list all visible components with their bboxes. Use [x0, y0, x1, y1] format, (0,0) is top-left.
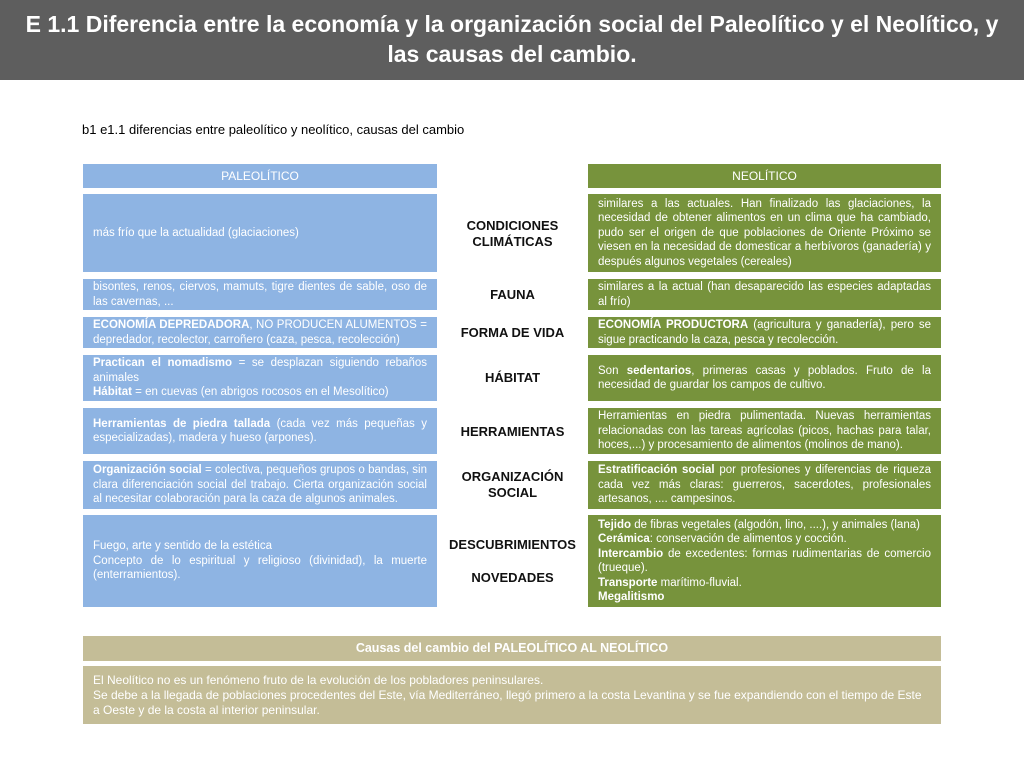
- paleolitico-descubrimientos: [83, 515, 437, 607]
- label-descubrimientos: DESCUBRIMIENTOS: [449, 537, 576, 552]
- slide-title-line2: las causas del cambio.: [387, 41, 637, 67]
- neolitico-fauna-text: similares a la actual (han desaparecido las especies adaptadas al frío): [598, 281, 931, 308]
- neolitico-habitat-pre: Son: [598, 364, 627, 377]
- paleolitico-desc-line2: Concepto de lo espiritual y religioso (divinidad), la muerte (enterramientos).: [93, 554, 427, 582]
- paleolitico-habitat-text1: = se desplazan siguiendo rebaños animales: [93, 357, 428, 384]
- neolitico-desc-text1: de fibras vegetales (algodón, lino, ....), y animales (lana): [631, 518, 920, 531]
- paleolitico-herr-text: (cada vez más pequeñas y especializadas), madera y hueso (arpones).: [93, 417, 427, 444]
- neolitico-desc-bold5: Megalitismo: [598, 591, 665, 603]
- paleolitico-habitat: [83, 355, 437, 401]
- paleolitico-fauna: [83, 279, 437, 310]
- neolitico-clima-text: similares a las actuales. Han finalizado las glaciaciones, la necesidad de obtener alimentos en un clima que ha cambiado, pudo ser el origen de que poblaciones de Oriente Próximo se viesen en la necesidad de domesticar a herbívoros (ganadería) y después algunos vegetales (cereales): [598, 197, 931, 268]
- paleolitico-desc-line1: Fuego, arte y sentido de la estética: [93, 540, 272, 553]
- paleolitico-forma-vida: [83, 317, 437, 348]
- neolitico-header: NEOLÍTICO: [588, 164, 941, 188]
- neolitico-habitat-bold: sedentarios: [626, 364, 692, 377]
- slide-subtitle: b1 e1.1 diferencias entre paleolítico y neolítico, causas del cambio: [82, 122, 465, 137]
- causas-line1: El Neolítico no es un fenómeno fruto de la evolución de los pobladores peninsulares.: [93, 672, 544, 687]
- neolitico-habitat: [588, 355, 941, 401]
- slide-title: [0, 0, 1024, 80]
- paleolitico-fauna-text: bisontes, renos, ciervos, mamuts, tigre dientes de sable, oso de las cavernas, ...: [93, 281, 427, 308]
- paleolitico-herr-bold: Herramientas de piedra tallada: [93, 417, 271, 430]
- label-organizacion-social: ORGANIZACIÓN SOCIAL: [461, 469, 564, 500]
- neolitico-descubrimientos: [588, 515, 941, 607]
- paleolitico-clima-text: más frío que la actualidad (glaciaciones): [93, 226, 299, 239]
- paleolitico-organizacion: [83, 461, 437, 509]
- neolitico-desc-bold1: Tejido: [598, 518, 632, 531]
- label-fauna: FAUNA: [490, 287, 535, 302]
- neolitico-desc-text3: de excedentes: formas rudimentarias de comercio (trueque).: [598, 547, 931, 574]
- neolitico-vida-bold: ECONOMÍA PRODUCTORA: [598, 319, 749, 331]
- neolitico-fauna: [588, 279, 941, 310]
- paleolitico-habitat-bold2: Hábitat: [93, 386, 132, 399]
- label-herramientas: HERRAMIENTAS: [460, 424, 565, 439]
- paleolitico-herramientas: [83, 408, 437, 454]
- label-novedades: NOVEDADES: [471, 570, 554, 585]
- slide-title-line1: E 1.1 Diferencia entre la economía y la organización social del Paleolítico y el Neolítico, y: [25, 11, 999, 37]
- paleolitico-clima: [83, 194, 437, 272]
- neolitico-habitat-text: , primeras casas y poblados. Fruto de la necesidad de guardar los campos de cultivo.: [598, 364, 931, 391]
- paleolitico-org-text: = colectiva, pequeños grupos o bandas, sin clara diferenciación social del trabajo. Cierta organización social al necesitar colaboración para la caza de algunos animales.: [93, 464, 427, 506]
- label-habitat: HÁBITAT: [484, 370, 541, 385]
- neolitico-desc-text2: : conservación de alimentos y cocción.: [649, 533, 847, 545]
- causas-line2: Se debe a la llegada de poblaciones procedentes del Este, vía Mediterráneo, llegó primero a la costa Levantina y se fue expandiendo con el tiempo de Este a Oeste y de la costa al interior peninsular.: [93, 687, 922, 717]
- paleolitico-vida-bold: ECONOMÍA DEPREDADORA: [93, 319, 250, 331]
- neolitico-herramientas: [588, 408, 941, 454]
- neolitico-desc-bold4: Transporte: [598, 576, 658, 589]
- paleolitico-vida-text: , NO PRODUCEN ALUMENTOS = depredador, recolector, carroñero (caza, pesca, recolección): [93, 319, 427, 346]
- causas-body: [83, 666, 941, 724]
- neolitico-clima: [588, 194, 941, 272]
- neolitico-herr-text: Herramientas en piedra pulimentada. Nuevas herramientas relacionadas con las tareas agrícolas (picos, hachas para talar, hoces,...) y procesamiento de alimentos (molinos de mano).: [598, 410, 931, 452]
- neolitico-org-text: por profesiones y diferencias de riqueza cada vez más claras: guerreros, sacerdotes, profesionales artesanos, .... campesinos.: [598, 464, 931, 506]
- neolitico-desc-text4: marítimo-fluvial.: [657, 576, 742, 589]
- neolitico-desc-bold3: Intercambio: [598, 547, 664, 560]
- neolitico-org-bold: Estratificación social: [598, 464, 715, 477]
- paleolitico-header: PALEOLÍTICO: [83, 164, 437, 188]
- neolitico-desc-bold2: Cerámica: [598, 533, 650, 545]
- neolitico-vida-text: (agricultura y ganadería), pero se sigue practicando la caza, pesca y recolección.: [598, 319, 931, 346]
- label-forma-de-vida: FORMA DE VIDA: [460, 325, 565, 340]
- paleolitico-org-bold: Organización social: [93, 464, 202, 477]
- neolitico-forma-vida: [588, 317, 941, 348]
- paleolitico-habitat-bold1: Practican el nomadismo: [93, 357, 233, 370]
- label-condiciones-climaticas: CONDICIONES CLIMÁTICAS: [466, 218, 559, 249]
- neolitico-organizacion: [588, 461, 941, 509]
- paleolitico-habitat-text2: = en cuevas (en abrigos rocosos en el Mesolítico): [131, 386, 389, 399]
- causas-header: Causas del cambio del PALEOLÍTICO AL NEOLÍTICO: [83, 636, 941, 661]
